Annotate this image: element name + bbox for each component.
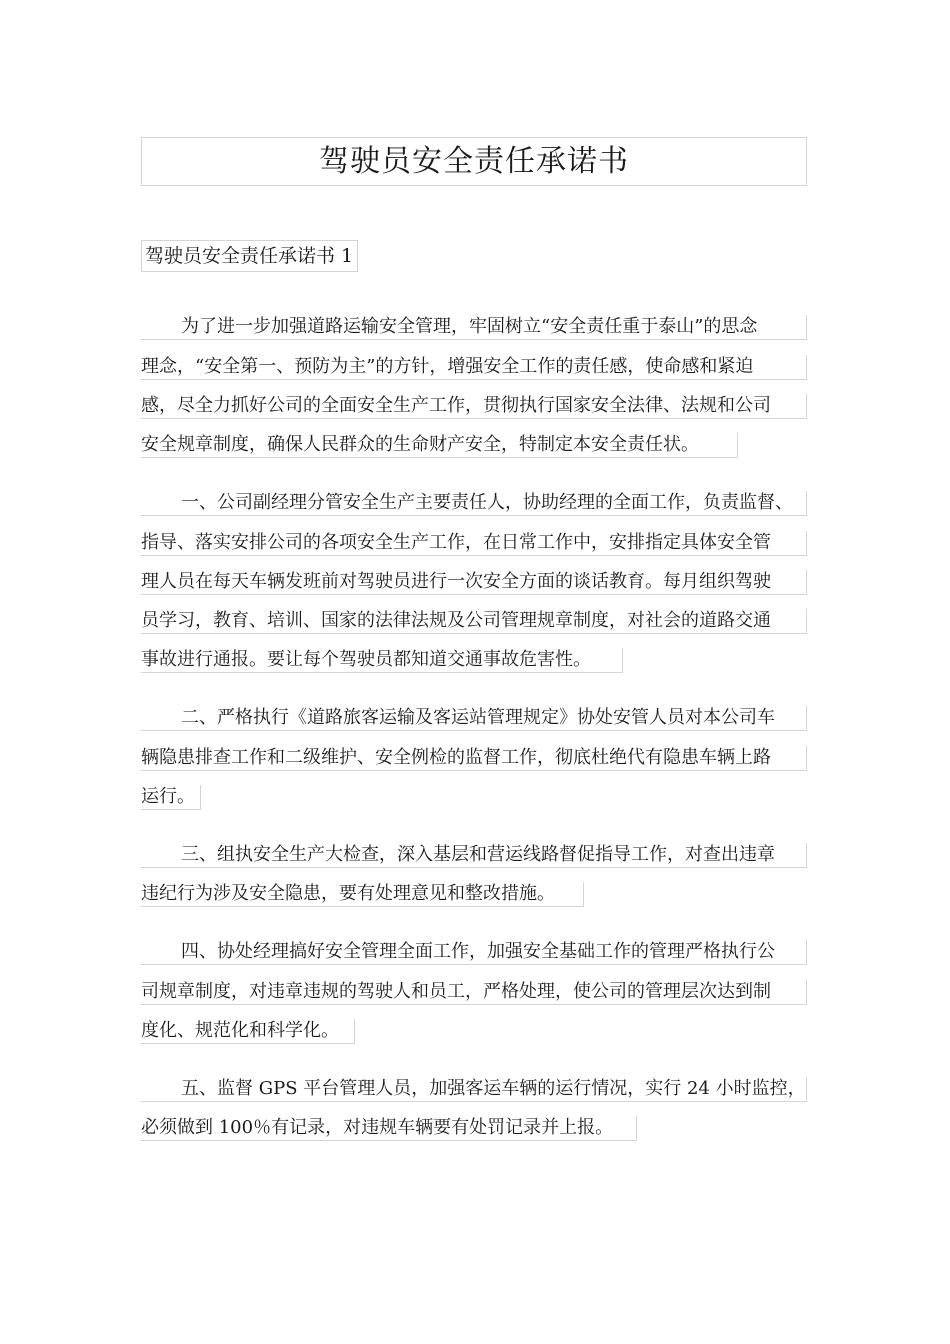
paragraph-line: 度化、规范化和科学化。 [141, 1019, 355, 1044]
paragraph-line: 事故进行通报。要让每个驾驶员都知道交通事故危害性。 [141, 648, 623, 673]
paragraph-line: 一、公司副经理分管安全生产主要责任人，协助经理的全面工作，负责监督、 [141, 491, 807, 516]
paragraph-line: 为了进一步加强道路运输安全管理，牢固树立“安全责任重于泰山”的思念 [141, 315, 807, 340]
paragraph-line: 感，尽全力抓好公司的全面安全生产工作，贯彻执行国家安全法律、法规和公司 [141, 394, 807, 419]
paragraph-line: 四、协处经理搞好安全管理全面工作，加强安全基础工作的管理严格执行公 [141, 940, 807, 965]
paragraph-line: 指导、落实安排公司的各项安全生产工作，在日常工作中，安排指定具体安全管 [141, 531, 807, 556]
document-title-box [141, 137, 807, 186]
paragraph-line: 必须做到 100％有记录，对违规车辆要有处罚记录并上报。 [141, 1116, 637, 1141]
paragraph-line: 辆隐患排查工作和二级维护、安全例检的监督工作，彻底杜绝代有隐患车辆上路 [141, 746, 807, 771]
paragraph-line: 运行。 [141, 785, 201, 810]
paragraph-line: 二、严格执行《道路旅客运输及客运站管理规定》协处安管人员对本公司车 [141, 706, 807, 731]
document-title: 驾驶员安全责任承诺书 [319, 144, 629, 179]
document-subtitle: 驾驶员安全责任承诺书 1 [141, 240, 358, 272]
paragraph-line: 违纪行为涉及安全隐患，要有处理意见和整改措施。 [141, 882, 584, 907]
paragraph-line: 员学习，教育、培训、国家的法律法规及公司管理规章制度，对社会的道路交通 [141, 609, 807, 634]
paragraph-line: 司规章制度，对违章违规的驾驶人和员工，严格处理，使公司的管理层次达到制 [141, 980, 807, 1005]
paragraph-line: 五、监督 GPS 平台管理人员，加强客运车辆的运行情况，实行 24 小时监控， [141, 1077, 807, 1102]
paragraph-line: 三、组执安全生产大检查，深入基层和营运线路督促指导工作，对查出违章 [141, 843, 807, 868]
paragraph-line: 安全规章制度，确保人民群众的生命财产安全，特制定本安全责任状。 [141, 433, 738, 458]
paragraph-line: 理念，“安全第一、预防为主”的方针，增强安全工作的责任感，使命感和紧迫 [141, 355, 807, 380]
paragraph-line: 理人员在每天车辆发班前对驾驶员进行一次安全方面的谈话教育。每月组织驾驶 [141, 570, 807, 595]
